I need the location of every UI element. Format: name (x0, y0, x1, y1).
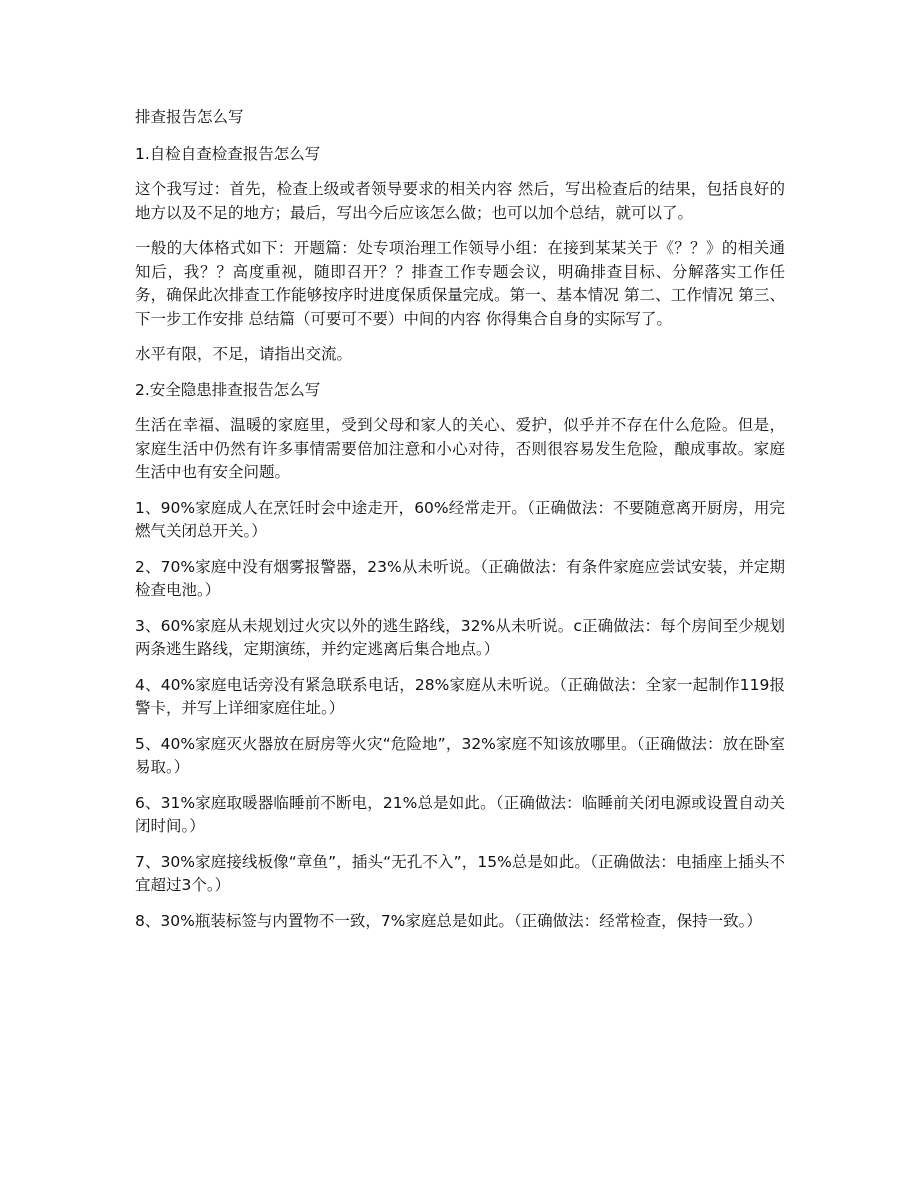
section-heading-1: 1.自检自查检查报告怎么写 (135, 144, 321, 163)
document-title: 排查报告怎么写 (135, 108, 244, 126)
paragraph: 一般的大体格式如下：开题篇：处专项治理工作领导小组：在接到某某关于《？？》的相关通知后，我？？高度重视，随即召开？？排查工作专题会议，明确排查目标、分解落实工作任务，确保此次排查工作能够按序时进度保质保量完成。第一、基本情况 第二、工作情况 第三、下一步工作安排 总结篇（可要可不要）中间的内容 你得集合自身的实际写了。 (135, 239, 785, 328)
list-item: 4、40%家庭电话旁没有紧急联系电话，28%家庭从未听说。（正确做法：全家一起制作119报警卡，并写上详细家庭住址。） (135, 675, 785, 717)
section-heading-2: 2.安全隐患排查报告怎么写 (135, 380, 321, 399)
list-item: 6、31%家庭取暖器临睡前不断电，21%总是如此。（正确做法：临睡前关闭电源或设置自动关闭时间。） (135, 793, 785, 835)
list-item: 7、30%家庭接线板像“章鱼”，插头“无孔不入”，15%总是如此。（正确做法：电插座上插头不宜超过3个。） (135, 852, 785, 894)
paragraph: 这个我写过：首先，检查上级或者领导要求的相关内容 然后，写出检查后的结果，包括良好的地方以及不足的地方；最后，写出今后应该怎么做；也可以加个总结，就可以了。 (135, 180, 785, 222)
document-page (135, 106, 785, 945)
list-item: 5、40%家庭灭火器放在厨房等火灾“危险地”，32%家庭不知该放哪里。（正确做法：放在卧室易取。） (135, 734, 785, 776)
list-item: 1、90%家庭成人在烹饪时会中途走开，60%经常走开。（正确做法：不要随意离开厨房，用完燃气关闭总开关。） (135, 498, 785, 540)
list-item: 2、70%家庭中没有烟雾报警器，23%从未听说。（正确做法：有条件家庭应尝试安装，并定期检查电池。） (135, 557, 785, 599)
paragraph: 水平有限，不足，请指出交流。 (135, 345, 353, 363)
paragraph: 生活在幸福、温暖的家庭里，受到父母和家人的关心、爱护，似乎并不存在什么危险。但是，家庭生活中仍然有许多事情需要倍加注意和小心对待，否则很容易发生危险，酿成事故。家庭生活中也有安全问题。 (135, 416, 785, 481)
list-item: 8、30%瓶装标签与内置物不一致，7%家庭总是如此。（正确做法：经常检查，保持一致。） (135, 911, 762, 930)
list-item: 3、60%家庭从未规划过火灾以外的逃生路线，32%从未听说。c正确做法：每个房间至少规划两条逃生路线，定期演练，并约定逃离后集合地点。） (135, 616, 785, 658)
